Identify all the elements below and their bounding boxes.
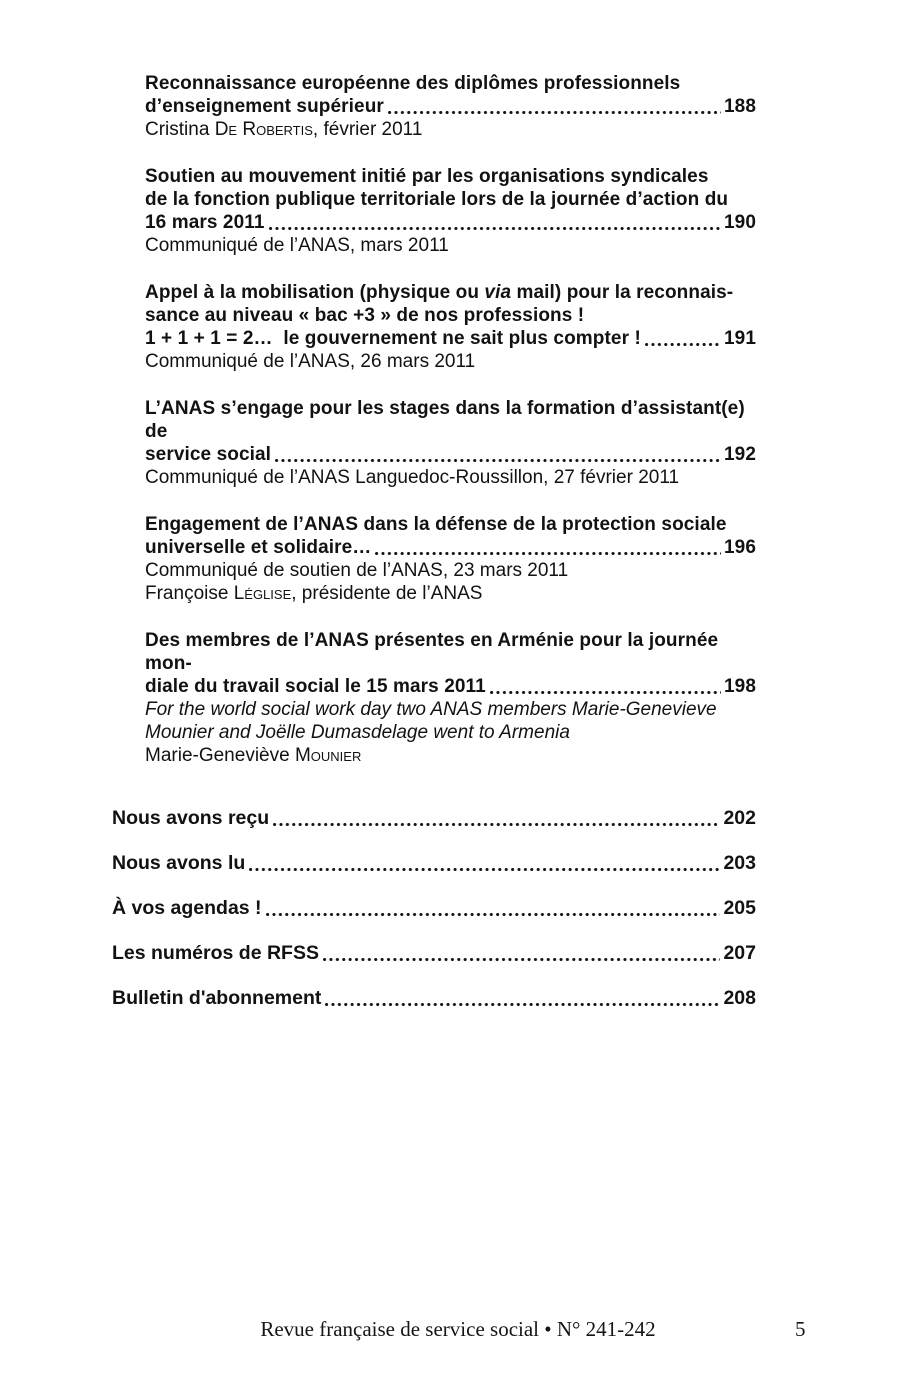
text-segment: 16 mars 2011: [145, 212, 265, 233]
leader-dots: [273, 822, 720, 827]
section-page-number: 208: [723, 987, 756, 1009]
text-segment: L’ANAS s’engage pour les stages dans la formation d’assistant(e) de: [145, 398, 745, 442]
text-segment: 1 + 1 + 1 = 2… le gouvernement ne sait plus compter !: [145, 328, 641, 349]
entry-title-line: [145, 188, 756, 211]
entry-page-number: 191: [723, 328, 756, 349]
section-item: [112, 897, 756, 920]
section-label: Nous avons lu: [112, 852, 246, 874]
entry-meta-line: [145, 582, 756, 605]
entry-title-text: [145, 443, 271, 466]
entry-meta-line: [145, 118, 756, 141]
entry-title-text: [145, 398, 745, 442]
entry-title-line: [145, 675, 756, 698]
entry-meta-line: [145, 559, 756, 582]
leader-dots: [269, 226, 721, 231]
section-item: [112, 807, 756, 830]
text-segment: mail) pour la reconnais-: [511, 282, 734, 303]
toc-entry: [112, 281, 756, 373]
text-segment: diale du travail social le 15 mars 2011: [145, 676, 486, 697]
section-label: Nous avons reçu: [112, 807, 270, 829]
toc-entry: [112, 72, 756, 141]
entry-title-line: [145, 513, 756, 536]
entry-meta-line: [145, 721, 756, 744]
text-segment: Reconnaissance européenne des diplômes professionnels: [145, 73, 681, 94]
leader-dots: [645, 342, 721, 347]
entry-title-line: [145, 72, 756, 95]
leader-dots: [388, 110, 721, 115]
leader-dots: [266, 912, 721, 917]
leader-dots: [490, 690, 721, 695]
text-segment: d’enseignement supérieur: [145, 96, 384, 117]
toc-entry: [112, 513, 756, 605]
entry-title-text: [145, 189, 728, 210]
entry-title-text: [145, 536, 371, 559]
entry-page-number: 198: [723, 676, 756, 697]
entry-meta-line: [145, 466, 756, 489]
section-page-number: 202: [723, 807, 756, 829]
entry-meta-line: [145, 350, 756, 373]
leader-dots: [249, 867, 720, 872]
section-item: [112, 942, 756, 965]
journal-title: Revue française de service social • N° 241-242: [260, 1317, 656, 1341]
leader-dots: [323, 957, 720, 962]
text-segment: Communiqué de l’ANAS Languedoc-Roussillon, 27 février 2011: [145, 467, 680, 488]
entry-title-text: [145, 73, 680, 94]
text-segment: Des membres de l’ANAS présentes en Arménie pour la journée mon-: [145, 630, 719, 674]
text-segment: Françoise: [145, 583, 234, 604]
entry-title-line: [145, 165, 756, 188]
entry-meta-line: [145, 234, 756, 257]
page-number: 5: [795, 1317, 806, 1341]
entry-title-line: [145, 327, 756, 350]
text-segment: Appel à la mobilisation (physique ou: [145, 282, 485, 303]
text-segment: sance au niveau « bac +3 » de nos professions !: [145, 305, 585, 326]
entry-title-text: [145, 211, 265, 234]
text-segment: , présidente de l’ANAS: [291, 583, 483, 604]
entry-title-text: [145, 630, 718, 674]
section-page-number: 205: [723, 897, 756, 919]
text-segment: Mounier and Joëlle Dumasdelage went to Armenia: [145, 722, 570, 743]
entry-title-text: [145, 514, 727, 535]
section-page-number: 207: [723, 942, 756, 964]
entry-title-text: [145, 305, 584, 326]
section-item: [112, 987, 756, 1010]
entry-title-line: [145, 397, 756, 443]
page-footer: [0, 1316, 916, 1342]
leader-dots: [375, 551, 721, 556]
text-segment: Engagement de l’ANAS dans la défense de la protection sociale: [145, 514, 727, 535]
text-segment: Communiqué de soutien de l’ANAS, 23 mars 2011: [145, 560, 569, 581]
entry-title-text: [145, 95, 384, 118]
text-segment: via: [484, 282, 512, 303]
entry-title-text: [145, 675, 486, 698]
text-segment: Mounier: [294, 745, 362, 766]
section-label: À vos agendas !: [112, 897, 262, 919]
leader-dots: [275, 458, 721, 463]
text-segment: Cristina: [145, 119, 215, 140]
toc-entry: [112, 629, 756, 767]
entry-page-number: 196: [723, 537, 756, 558]
text-segment: universelle et solidaire…: [145, 537, 372, 558]
text-segment: Léglise: [233, 583, 292, 604]
text-segment: Marie-Geneviève: [145, 745, 295, 766]
entry-title-text: [145, 166, 708, 187]
text-segment: de la fonction publique territoriale lors de la journée d’action du: [145, 189, 729, 210]
entry-title-line: [145, 629, 756, 675]
toc-entries: [112, 72, 756, 767]
text-segment: , février 2011: [312, 119, 423, 140]
section-label: Bulletin d'abonnement: [112, 987, 322, 1009]
entry-title-line: [145, 211, 756, 234]
entry-meta-line: [145, 744, 756, 767]
text-segment: service social: [145, 444, 272, 465]
toc-sections: [112, 807, 756, 1010]
entry-title-line: [145, 536, 756, 559]
leader-dots: [325, 1002, 720, 1007]
section-page-number: 203: [723, 852, 756, 874]
entry-title-text: [145, 282, 733, 303]
text-segment: For the world social work day two ANAS members Marie-Genevieve: [145, 699, 717, 720]
section-item: [112, 852, 756, 875]
entry-title-line: [145, 304, 756, 327]
entry-title-line: [145, 281, 756, 304]
entry-page-number: 190: [723, 212, 756, 233]
entry-title-text: [145, 327, 641, 350]
entry-page-number: 192: [723, 444, 756, 465]
entry-title-line: [145, 95, 756, 118]
text-segment: Communiqué de l’ANAS, 26 mars 2011: [145, 351, 476, 372]
text-segment: Soutien au mouvement initié par les organisations syndicales: [145, 166, 709, 187]
text-segment: De Robertis: [214, 119, 313, 140]
text-segment: Communiqué de l’ANAS, mars 2011: [145, 235, 449, 256]
entry-title-line: [145, 443, 756, 466]
table-of-contents: [112, 72, 756, 1032]
toc-entry: [112, 397, 756, 489]
entry-page-number: 188: [723, 96, 756, 117]
entry-meta-line: [145, 698, 756, 721]
toc-entry: [112, 165, 756, 257]
section-label: Les numéros de RFSS: [112, 942, 319, 964]
